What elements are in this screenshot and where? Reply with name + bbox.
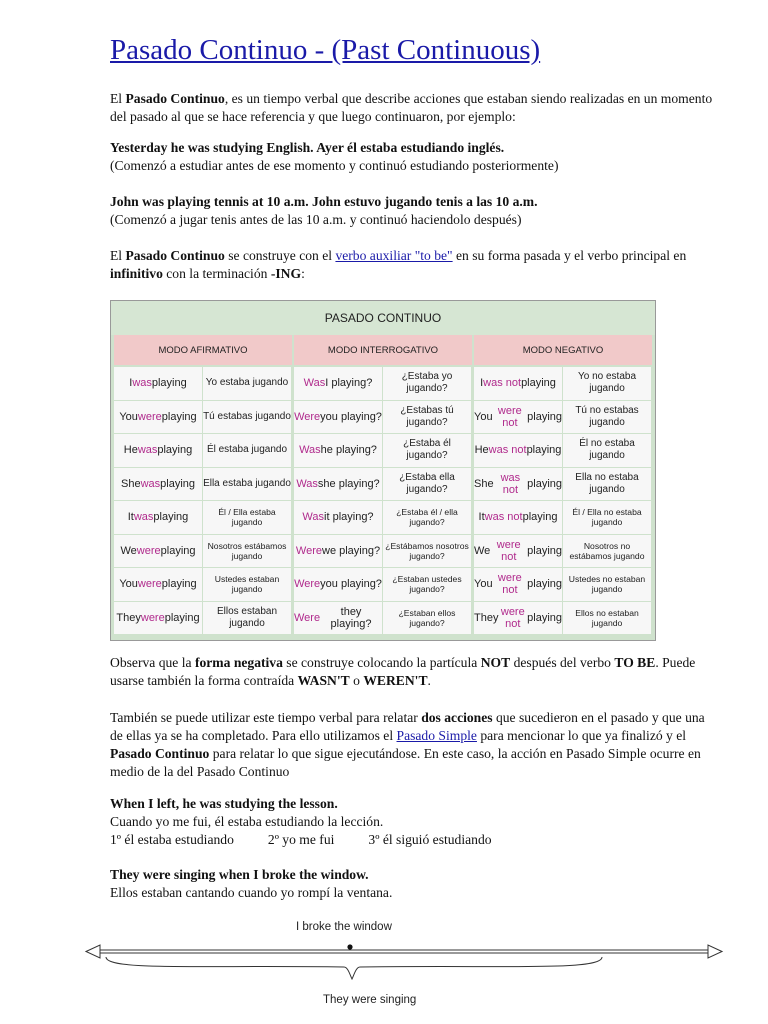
negative-note: Observa que la forma negativa se construye colocando la partícula NOT después del verbo TO BE. Puede usarse también la forma contraída WASN'T o WEREN'T. bbox=[110, 655, 696, 688]
negative-spanish: Tú no estabas jugando bbox=[563, 401, 651, 434]
cell-affirmative bbox=[114, 568, 292, 601]
cell-negative bbox=[474, 602, 652, 635]
example-1-sentence: Yesterday he was studying English. Ayer él estaba estudiando inglés. bbox=[110, 140, 505, 155]
cell-negative bbox=[474, 434, 652, 467]
header-affirmative: MODO AFIRMATIVO bbox=[114, 335, 292, 365]
example-3-sentence: When I left, he was studying the lesson. bbox=[110, 796, 338, 811]
cell-interrogative bbox=[294, 568, 472, 601]
to-be-link[interactable]: verbo auxiliar "to be" bbox=[335, 248, 453, 263]
example-4 bbox=[110, 866, 720, 902]
interrogative-english: Were you playing? bbox=[294, 401, 382, 434]
interrogative-english: Was I playing? bbox=[294, 367, 382, 400]
affirmative-english: It was playing bbox=[114, 501, 202, 534]
example-4-translation: Ellos estaban cantando cuando yo rompí la ventana. bbox=[110, 885, 393, 900]
cell-affirmative bbox=[114, 367, 292, 400]
table-header bbox=[113, 335, 653, 365]
negative-english: He was not playing bbox=[474, 434, 562, 467]
example-2 bbox=[110, 193, 720, 229]
interrogative-spanish: ¿Estaba él / ella jugando? bbox=[383, 501, 471, 534]
negative-english: You were not playing bbox=[474, 401, 562, 434]
timeline-brace bbox=[106, 957, 602, 979]
example-3-translation: Cuando yo me fui, él estaba estudiando la lección. bbox=[110, 814, 384, 829]
cell-affirmative bbox=[114, 501, 292, 534]
cell-interrogative bbox=[294, 401, 472, 434]
two-actions-paragraph: También se puede utilizar este tiempo verbal para relatar dos acciones que sucedieron en el pasado y que una de ellas ya se ha completado. Para ello utilizamos el Pasado Simple para mencionar lo que ya finalizó y el Pasado Continuo para relatar lo que sigue ejecutándose. En este caso, la acción en Pasado Simple ocurre en medio de la del Pasado Continuo bbox=[110, 710, 705, 779]
affirmative-english: She was playing bbox=[114, 468, 202, 501]
negative-spanish: Él no estaba jugando bbox=[563, 434, 651, 467]
affirmative-english: You were playing bbox=[114, 568, 202, 601]
example-4-sentence: They were singing when I broke the window. bbox=[110, 867, 369, 882]
header-interrogative: MODO INTERROGATIVO bbox=[294, 335, 472, 365]
interrogative-spanish: ¿Estaban ustedes jugando? bbox=[383, 568, 471, 601]
interrogative-spanish: ¿Estaba él jugando? bbox=[383, 434, 471, 467]
cell-affirmative bbox=[114, 401, 292, 434]
cell-negative bbox=[474, 401, 652, 434]
header-negative: MODO NEGATIVO bbox=[474, 335, 652, 365]
affirmative-spanish: Ustedes estaban jugando bbox=[203, 568, 291, 601]
example-1 bbox=[110, 139, 720, 175]
example-2-note: (Comenzó a jugar tenis antes de las 10 a.m. y continuó haciendolo después) bbox=[110, 212, 522, 227]
negative-spanish: Ustedes no estaban jugando bbox=[563, 568, 651, 601]
table-body bbox=[113, 367, 653, 634]
cell-affirmative bbox=[114, 535, 292, 568]
interrogative-english: Was it playing? bbox=[294, 501, 382, 534]
cell-negative bbox=[474, 501, 652, 534]
interrogative-english: Were you playing? bbox=[294, 568, 382, 601]
pasado-simple-link[interactable]: Pasado Simple bbox=[396, 728, 477, 743]
affirmative-english: We were playing bbox=[114, 535, 202, 568]
affirmative-spanish: Nosotros estábamos jugando bbox=[203, 535, 291, 568]
affirmative-spanish: Él estaba jugando bbox=[203, 434, 291, 467]
interrogative-spanish: ¿Estaba yo jugando? bbox=[383, 367, 471, 400]
construction-paragraph: El Pasado Continuo se construye con el verbo auxiliar "to be" en su forma pasada y el verbo principal en infinitivo con la terminación -ING: bbox=[110, 248, 687, 281]
timeline-right-arrow bbox=[708, 945, 722, 958]
example-3 bbox=[110, 795, 720, 849]
negative-spanish: Él / Ella no estaba jugando bbox=[563, 501, 651, 534]
negative-english: You were not playing bbox=[474, 568, 562, 601]
interrogative-spanish: ¿Estabas tú jugando? bbox=[383, 401, 471, 434]
timeline-left-arrow bbox=[86, 945, 100, 958]
cell-negative bbox=[474, 367, 652, 400]
table-row bbox=[113, 367, 653, 400]
table-row bbox=[113, 434, 653, 467]
timeline-diagram bbox=[84, 915, 724, 1015]
cell-interrogative bbox=[294, 535, 472, 568]
affirmative-english: He was playing bbox=[114, 434, 202, 467]
table-title: PASADO CONTINUO bbox=[111, 301, 655, 335]
example-2-sentence: John was playing tennis at 10 a.m. John estuvo jugando tenis a las 10 a.m. bbox=[110, 194, 538, 209]
affirmative-spanish: Ella estaba jugando bbox=[203, 468, 291, 501]
table-row bbox=[113, 568, 653, 601]
cell-interrogative bbox=[294, 602, 472, 635]
cell-affirmative bbox=[114, 468, 292, 501]
negative-english: I was not playing bbox=[474, 367, 562, 400]
interrogative-spanish: ¿Estaba ella jugando? bbox=[383, 468, 471, 501]
negative-english: They were not playing bbox=[474, 602, 562, 635]
affirmative-spanish: Ellos estaban jugando bbox=[203, 602, 291, 635]
table-row bbox=[113, 501, 653, 534]
interrogative-spanish: ¿Estábamos nosotros jugando? bbox=[383, 535, 471, 568]
example-1-note: (Comenzó a estudiar antes de ese momento y continuó estudiando posteriormente) bbox=[110, 158, 559, 173]
negative-spanish: Ellos no estaban jugando bbox=[563, 602, 651, 635]
affirmative-spanish: Tú estabas jugando bbox=[203, 401, 291, 434]
table-row bbox=[113, 602, 653, 635]
affirmative-english: They were playing bbox=[114, 602, 202, 635]
negative-spanish: Yo no estaba jugando bbox=[563, 367, 651, 400]
table-row bbox=[113, 401, 653, 434]
conjugation-table bbox=[110, 300, 656, 641]
cell-affirmative bbox=[114, 434, 292, 467]
timeline-top-label: I broke the window bbox=[296, 921, 392, 933]
table-row bbox=[113, 468, 653, 501]
negative-spanish: Nosotros no estábamos jugando bbox=[563, 535, 651, 568]
interrogative-spanish: ¿Estaban ellos jugando? bbox=[383, 602, 471, 635]
timeline-event-dot bbox=[347, 944, 352, 949]
example-3-steps: 1º él estaba estudiando 2º yo me fui 3º él siguió estudiando bbox=[110, 832, 492, 847]
interrogative-english: Were we playing? bbox=[294, 535, 382, 568]
negative-english: It was not playing bbox=[474, 501, 562, 534]
interrogative-english: Was she playing? bbox=[294, 468, 382, 501]
timeline-bottom-label: They were singing bbox=[323, 994, 417, 1006]
cell-interrogative bbox=[294, 367, 472, 400]
affirmative-spanish: Él / Ella estaba jugando bbox=[203, 501, 291, 534]
affirmative-english: You were playing bbox=[114, 401, 202, 434]
interrogative-english: Was he playing? bbox=[294, 434, 382, 467]
cell-negative bbox=[474, 568, 652, 601]
table-row bbox=[113, 535, 653, 568]
negative-spanish: Ella no estaba jugando bbox=[563, 468, 651, 501]
cell-interrogative bbox=[294, 434, 472, 467]
interrogative-english: Were they playing? bbox=[294, 602, 382, 635]
affirmative-spanish: Yo estaba jugando bbox=[203, 367, 291, 400]
negative-english: We were not playing bbox=[474, 535, 562, 568]
page-title[interactable]: Pasado Continuo - (Past Continuous) bbox=[110, 34, 541, 66]
cell-negative bbox=[474, 468, 652, 501]
cell-negative bbox=[474, 535, 652, 568]
cell-interrogative bbox=[294, 501, 472, 534]
affirmative-english: I was playing bbox=[114, 367, 202, 400]
negative-english: She was not playing bbox=[474, 468, 562, 501]
cell-interrogative bbox=[294, 468, 472, 501]
intro-paragraph: El Pasado Continuo, es un tiempo verbal que describe acciones que estaban siendo realizadas en un momento del pasado al que se hace referencia y que luego continuaron, por ejemplo: bbox=[110, 91, 713, 124]
cell-affirmative bbox=[114, 602, 292, 635]
